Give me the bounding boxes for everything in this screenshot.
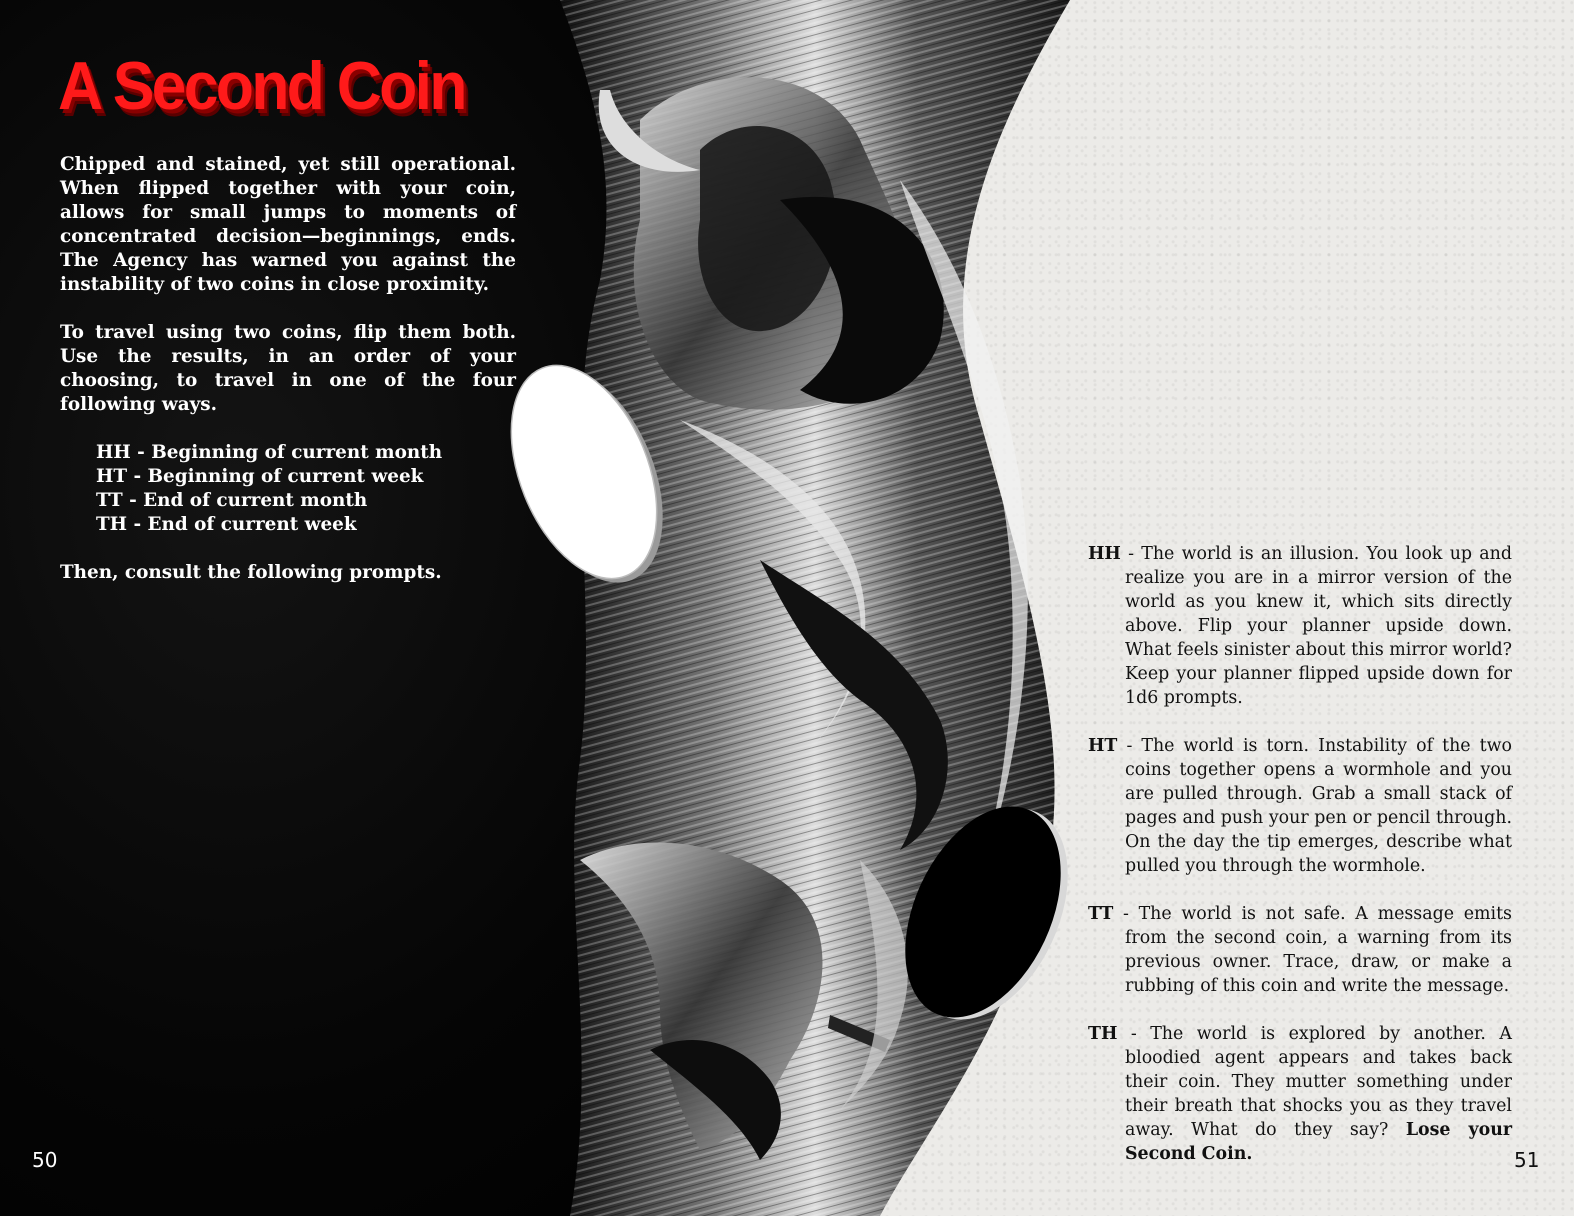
prompt-key: TT [1088,904,1114,924]
prompt-text: - The world is not safe. A message emits from the second coin, a warning from its previous owner. Trace, draw, or make a rubbing of this coin and write the message. [1113,904,1512,996]
prompt-key: TH [1088,1024,1118,1044]
intro-section [60,153,516,609]
prompt-th [1088,1022,1512,1166]
page-number-right: 51 [1514,1148,1540,1172]
prompt-emphasis: Lose your Second Coin. [1125,1120,1513,1164]
intro-paragraph-1: Chipped and stained, yet still operational. When flipped together with your coin, allows for small jumps to moments of concentrated decision—beginnings, ends. The Agency has warned you against the instability of two coins in close proximity. [60,154,516,295]
intro-paragraph-2: To travel using two coins, flip them both. Use the results, in an order of your choosing, to travel in one of the four following ways. [60,322,516,415]
prompt-text: - The world is explored by another. A bloodied agent appears and takes back their coin. They mutter something under their breath that shocks you as they travel away. What do they say? [1117,1024,1512,1140]
travel-option: HH - Beginning of current month [96,442,443,463]
prompt-text: - The world is torn. Instability of the two coins together opens a wormhole and you are pulled through. Grab a small stack of pages and push your pen or pencil through. On the day the tip emerges, describe what pulled you through the wormhole. [1117,736,1512,876]
page-number-left: 50 [32,1148,58,1172]
intro-closing: Then, consult the following prompts. [60,562,442,583]
prompts-section [1088,542,1512,1190]
travel-options-list [96,441,516,537]
travel-option: HT - Beginning of current week [96,466,424,487]
travel-option: TH - End of current week [96,514,357,535]
prompt-text: - The world is an illusion. You look up and realize you are in a mirror version of the world as you knew it, which sits directly above. Flip your planner upside down. What feels sinister about this mirror world? Keep your planner flipped upside down for 1d6 prompts. [1120,544,1512,708]
prompt-ht [1088,734,1512,878]
prompt-hh [1088,542,1512,710]
page-title: A Second Coin [58,48,465,124]
prompt-key: HT [1088,736,1118,756]
prompt-key: HH [1088,544,1121,564]
prompt-tt [1088,902,1512,998]
travel-option: TT - End of current month [96,490,368,511]
